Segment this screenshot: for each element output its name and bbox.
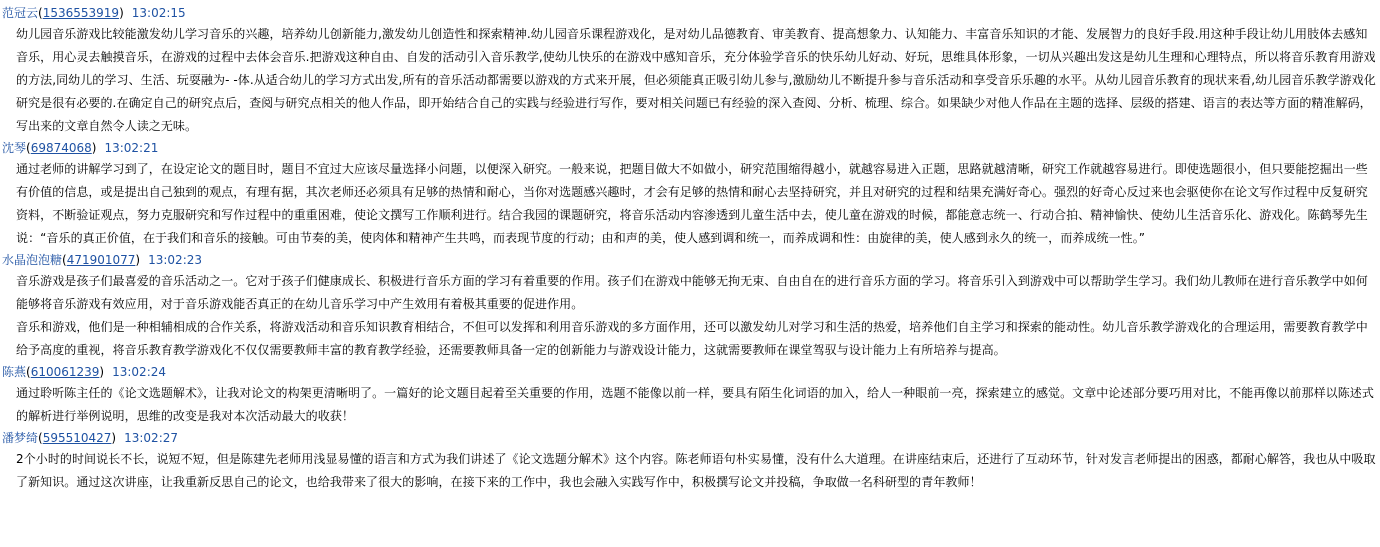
message-text: 音乐游戏是孩子们最喜爱的音乐活动之一。它对于孩子们健康成长、积极进行音乐方面的学习有着重要的作用。孩子们在游戏中能够无拘无束、自由自在的进行音乐方面的学习。将音乐引入到游戏中可以帮助学生学习。我们幼儿教师在进行音乐教学中如何能够将音乐游戏有效应用，对于音乐游戏能否真正的在幼儿音乐学习中产生效用有着极其重要的促进作用。 <box>16 274 1368 311</box>
chat-message <box>0 3 1380 138</box>
message-time: 13:02:15 <box>131 6 186 20</box>
message-text: 2个小时的时间说长不长，说短不短，但是陈建先老师用浅显易懂的语言和方式为我们讲述了《论文选题分解术》这个内容。陈老师语句朴实易懂，没有什么大道理。在讲座结束后，还进行了互动环节，针对发言老师提出的困惑，都耐心解答，我也从中吸取了新知识。通过这次讲座，让我重新反思自己的论文，也给我带来了很大的影响，在接下来的工作中，我也会融入实践写作中，积极撰写论文并投稿，争取做一名科研型的青年教师！ <box>16 452 1376 489</box>
message-text: 通过聆听陈主任的《论文选题解术》，让我对论文的构架更清晰明了。一篇好的论文题目起着至关重要的作用，选题不能像以前一样，要具有陌生化词语的加入，给人一种眼前一亮，探索建立的感觉。文章中论述部分要巧用对比，不能再像以前那样以陈述式的解析进行举例说明，思维的改变是我对本次活动最大的收获！ <box>16 386 1374 423</box>
sender-qq-link[interactable]: 595510427 <box>42 431 112 445</box>
sender-qq-link[interactable]: 471901077 <box>66 253 136 267</box>
message-time: 13:02:27 <box>124 431 179 445</box>
sender-qq-link[interactable]: 610061239 <box>30 365 100 379</box>
message-header: 水晶泡泡糖(471901077) 13:02:23 <box>2 253 203 267</box>
chat-message <box>0 428 1380 494</box>
message-time: 13:02:23 <box>148 253 203 267</box>
chat-message <box>0 138 1380 250</box>
sender-qq-link[interactable]: 1536553919 <box>42 6 120 20</box>
message-text: 通过老师的讲解学习到了，在设定论文的题目时，题目不宜过大应该尽量选择小问题，以便深入研究。一般来说，把题目做大不如做小，研究范围缩得越小，就越容易进入正题，思路就越清晰，研究工作就越容易进行。即使选题很小，但只要能挖掘出一些有价值的信息，或是提出自己独到的观点，有理有据，其次老师还必须具有足够的热情和耐心，当你对选题感兴趣时，才会有足够的热情和耐心去坚持研究，并且对研究的过程和结果充满好奇心。强烈的好奇心反过来也会驱使你在论文写作过程中反复研究资料，不断验证观点，努力克服研究和写作过程中的重重困难，使论文撰写工作顺利进行。结合我园的课题研究，将音乐活动内容渗透到儿童生活中去，使儿童在游戏的时候，都能意志统一、行动合拍、精神愉快、使幼儿生活音乐化、游戏化。陈鹤琴先生说：“音乐的真正价值，在于我们和音乐的接触。可由节奏的美，使肉体和精神产生共鸣，而表现节度的行动；由和声的美，使人感到调和统一，而养成调和性：由旋律的美，使人感到永久的统一，而养成统一性。” <box>16 162 1368 245</box>
message-time: 13:02:24 <box>112 365 167 379</box>
sender-name: 潘梦绮 <box>2 431 39 445</box>
sender-name: 范冠云 <box>2 6 39 20</box>
chat-message <box>0 250 1380 362</box>
sender-name: 水晶泡泡糖 <box>2 253 63 267</box>
message-time: 13:02:21 <box>104 141 159 155</box>
message-text: 音乐和游戏，他们是一种相辅相成的合作关系，将游戏活动和音乐知识教育相结合，不但可以发挥和利用音乐游戏的多方面作用，还可以激发幼儿对学习和生活的热爱，培养他们自主学习和探索的能动性。幼儿音乐教学游戏化的合理运用，需要教育教学中给予高度的重视，将音乐教育教学游戏化不仅仅需要教师丰富的教育教学经验，还需要教师具备一定的创新能力与游戏设计能力，这就需要教师在课堂驾驭与设计能力上有所培养与提高。 <box>16 320 1368 357</box>
message-header: 范冠云(1536553919) 13:02:15 <box>2 6 186 20</box>
message-text: 幼儿园音乐游戏比较能激发幼儿学习音乐的兴趣，培养幼儿创新能力,激发幼儿创造性和探索精神.幼儿园音乐课程游戏化，是对幼儿品德教育、审美教育、提高想象力、认知能力、丰富音乐知识的才能、发展智力的良好手段.用这种手段让幼儿用肢体去感知音乐，用心灵去触摸音乐，在游戏的过程中去体会音乐.把游戏这种自由、自发的活动引入音乐教学,使幼儿快乐的在游戏中感知音乐，充分体验学音乐的快乐幼儿好动、好玩，思维具体形象，一切从兴趣出发这是幼儿生理和心理特点，所以将音乐教育用游戏的方法,同幼儿的学习、生活、玩耍融为- -体.从适合幼儿的学习方式出发,所有的音乐活动都需要以游戏的方式来开展，但必须能真正吸引幼儿参与,激励幼儿不断提升参与音乐活动和享受音乐乐趣的水平。从幼儿园音乐教育的现状来看,幼儿园音乐教学游戏化研究是很有必要的.在确定自己的研究点后，查阅与研究点相关的他人作品，即开始结合自己的实践与经验进行写作，要对相关问题已有经验的深入查阅、分析、梳理、综合。如果缺少对他人作品在主题的选择、层级的搭建、语言的表达等方面的精准解码，写出来的文章自然令人读之无味。 <box>16 27 1376 133</box>
sender-qq-link[interactable]: 69874068 <box>30 141 92 155</box>
chat-message <box>0 362 1380 428</box>
message-header: 潘梦绮(595510427) 13:02:27 <box>2 431 179 445</box>
sender-name: 沈琴 <box>2 141 27 155</box>
sender-name: 陈燕 <box>2 365 27 379</box>
message-header: 陈燕(610061239) 13:02:24 <box>2 365 167 379</box>
message-header: 沈琴(69874068) 13:02:21 <box>2 141 159 155</box>
